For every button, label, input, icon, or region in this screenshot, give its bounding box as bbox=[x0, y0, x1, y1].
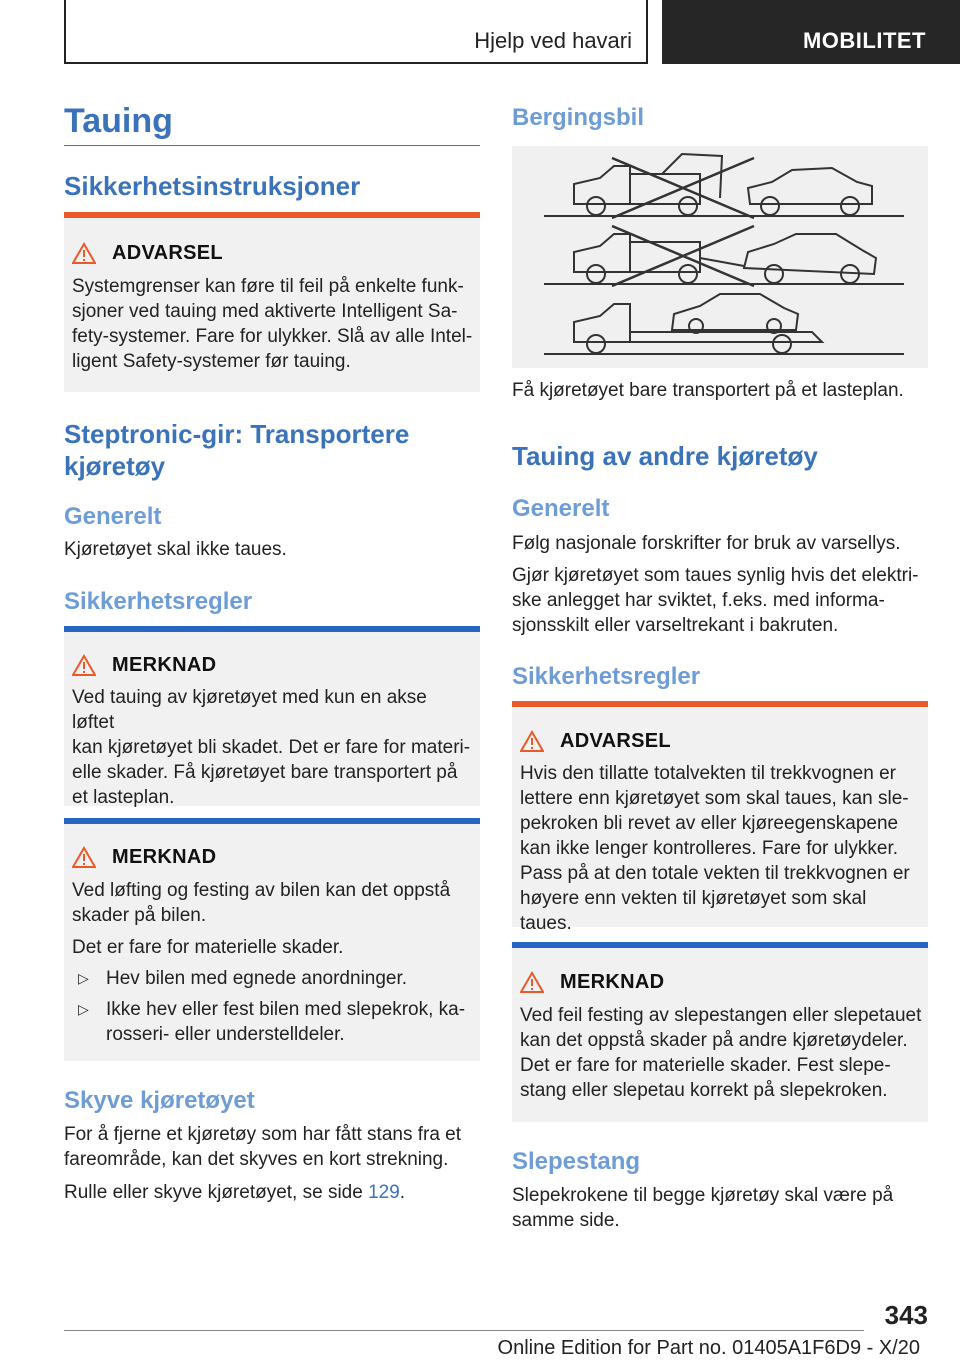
text-line: kan kjøretøyet bli skadet. Det er fare for materi- bbox=[72, 737, 471, 758]
note-box-one-axle bbox=[64, 626, 480, 806]
page-link[interactable]: 129 bbox=[368, 1182, 400, 1203]
text-fragment: Rulle eller skyve kjøretøyet, se side bbox=[64, 1182, 369, 1203]
text-line: Ved feil festing av slepestangen eller slepetauet bbox=[520, 1005, 922, 1026]
text-line: For å fjerne et kjøretøy som har fått stans fra et bbox=[64, 1124, 462, 1145]
wheel bbox=[679, 265, 697, 283]
heading-tow-bar: Slepestang bbox=[512, 1148, 641, 1175]
heading-tow-truck: Bergingsbil bbox=[512, 104, 645, 131]
text-line: Ved løfting og festing av bilen kan det oppstå bbox=[72, 880, 451, 901]
wheel bbox=[765, 265, 783, 283]
note-bar bbox=[512, 942, 928, 948]
heading-push-vehicle: Skyve kjøretøyet bbox=[64, 1087, 255, 1114]
text-line: kan ikke lenger kontrolleres. Fare for ulykker. bbox=[520, 838, 899, 859]
truck-bed bbox=[630, 242, 700, 272]
text-fragment: . bbox=[399, 1182, 406, 1203]
warning-text bbox=[72, 274, 474, 374]
warning-triangle-icon bbox=[72, 654, 96, 676]
header-section-tab bbox=[64, 0, 648, 64]
note-bar bbox=[64, 818, 480, 824]
roll-text bbox=[64, 1180, 405, 1205]
footer-divider bbox=[64, 1330, 864, 1331]
text-line: Ikke hev eller fest bilen med slepekrok, ka- bbox=[106, 999, 466, 1020]
tow-truck-illustration bbox=[512, 146, 928, 368]
text-line: samme side. bbox=[512, 1210, 620, 1231]
warning-triangle-icon bbox=[520, 971, 544, 993]
text-line: Slepekrokene til begge kjøretøy skal være på bbox=[512, 1185, 894, 1206]
wheel bbox=[773, 335, 791, 353]
text-line: rosseri- eller understelldeler. bbox=[106, 1024, 345, 1045]
heading-line: Steptronic-gir: Transportere bbox=[64, 419, 410, 449]
warning-label: ADVARSEL bbox=[560, 730, 671, 752]
text-line: sjoner ved tauing med aktiverte Intelligent Sa- bbox=[72, 301, 458, 322]
text-line: elle skader. Få kjøretøyet bare transportert på bbox=[72, 762, 458, 783]
text-line: Det er fare for materielle skader. bbox=[72, 937, 344, 958]
text-line: ligent Safety-systemer før tauing. bbox=[72, 351, 351, 372]
text-line: Hvis den tillatte totalvekten til trekkvognen er bbox=[520, 763, 896, 784]
wheel bbox=[761, 197, 779, 215]
push-text bbox=[64, 1122, 461, 1172]
header-chapter-title: MOBILITET bbox=[802, 28, 926, 53]
flatbed bbox=[630, 332, 822, 342]
text-line: Pass på at den totale vekten til trekkvognen er bbox=[520, 863, 910, 884]
warning-triangle-icon bbox=[72, 846, 96, 868]
heading-safety-instructions: Sikkerhetsinstruksjoner bbox=[64, 171, 361, 201]
text-line: lettere enn kjøretøyet som skal taues, kan sle- bbox=[520, 788, 909, 809]
figure-caption: Få kjøretøyet bare transportert på et lasteplan. bbox=[512, 380, 904, 401]
header-section-title: Hjelp ved havari bbox=[474, 28, 632, 53]
warning-text bbox=[520, 761, 922, 936]
note-label: MERKNAD bbox=[112, 846, 217, 868]
tow-bar-text bbox=[512, 1183, 893, 1233]
list-item bbox=[72, 997, 474, 1047]
bullet-marker-icon: ▷ bbox=[78, 1001, 89, 1017]
note-bar bbox=[64, 626, 480, 632]
note-label: MERKNAD bbox=[112, 654, 217, 676]
heading-safety-rules-right: Sikkerhetsregler bbox=[512, 663, 701, 690]
title-underline bbox=[64, 145, 480, 146]
text-line: fareområde, kan det skyves en kort strekning. bbox=[64, 1149, 449, 1170]
text-line: et lasteplan. bbox=[72, 787, 175, 808]
text-line: kan det oppstå skader på andre kjøretøydeler. bbox=[520, 1030, 908, 1051]
text-line: Hev bilen med egnede anordninger. bbox=[106, 968, 408, 989]
header-chapter-tab bbox=[662, 0, 960, 64]
note-box-tow-bar-mounting bbox=[512, 942, 928, 1122]
warning-bar bbox=[512, 701, 928, 707]
heading-towing-other-vehicles: Tauing av andre kjøretøy bbox=[512, 441, 818, 471]
wheel bbox=[841, 197, 859, 215]
text-line: Gjør kjøretøyet som taues synlig hvis det elektri- bbox=[512, 565, 919, 586]
warning-box-intelligent-safety bbox=[64, 212, 480, 392]
wheel bbox=[587, 265, 605, 283]
heading-safety-rules-left: Sikkerhetsregler bbox=[64, 588, 253, 615]
text-line: Ved tauing av kjøretøyet med kun en akse løftet bbox=[72, 687, 427, 733]
general-text-left: Kjøretøyet skal ikke taues. bbox=[64, 539, 287, 560]
text-line: sjonsskilt eller varseltrekant i bakruten. bbox=[512, 615, 839, 636]
warning-triangle-icon bbox=[72, 242, 96, 264]
warning-bar bbox=[64, 212, 480, 218]
text-line: stang eller slepetau korrekt på slepekroken. bbox=[520, 1080, 888, 1101]
text-line: fety-systemer. Fare for ulykker. Slå av alle Intel- bbox=[72, 326, 473, 347]
wheel bbox=[587, 197, 605, 215]
heading-general-right: Generelt bbox=[512, 495, 610, 522]
note-box-lifting bbox=[64, 818, 480, 1061]
bullet-marker-icon: ▷ bbox=[78, 970, 89, 986]
heading-general-left: Generelt bbox=[64, 503, 162, 530]
footer-edition: Online Edition for Part no. 01405A1F6D9 - X/20 bbox=[497, 1337, 920, 1359]
text-line: skader på bilen. bbox=[72, 905, 207, 926]
wheel bbox=[679, 197, 697, 215]
truck-bed bbox=[630, 174, 700, 204]
warning-label: ADVARSEL bbox=[112, 242, 223, 264]
text-line: ske anlegget har sviktet, f.eks. med informa- bbox=[512, 590, 885, 611]
warning-box-total-weight bbox=[512, 701, 928, 934]
note-text bbox=[72, 878, 474, 1047]
note-text bbox=[72, 685, 474, 810]
transported-car bbox=[672, 294, 798, 330]
text-line: pekroken bli revet av eller kjøreegenskapene bbox=[520, 813, 899, 834]
heading-steptronic bbox=[64, 418, 409, 482]
note-text bbox=[520, 1003, 922, 1103]
heading-line: kjøretøy bbox=[64, 451, 166, 481]
list-item bbox=[72, 966, 474, 991]
visibility-text bbox=[512, 563, 919, 638]
note-label: MERKNAD bbox=[560, 971, 665, 993]
page-number: 343 bbox=[884, 1300, 928, 1330]
general-text-right: Følg nasjonale forskrifter for bruk av varsellys. bbox=[512, 533, 901, 554]
towing-illustration bbox=[512, 146, 928, 368]
text-line: Systemgrenser kan føre til feil på enkelte funk- bbox=[72, 276, 464, 297]
wheel bbox=[587, 335, 605, 353]
text-line: høyere enn vekten til kjøretøyet som skal taues. bbox=[520, 888, 867, 934]
text-line: Det er fare for materielle skader. Fest slepe- bbox=[520, 1055, 891, 1076]
warning-triangle-icon bbox=[520, 730, 544, 752]
page-title: Tauing bbox=[64, 102, 173, 140]
